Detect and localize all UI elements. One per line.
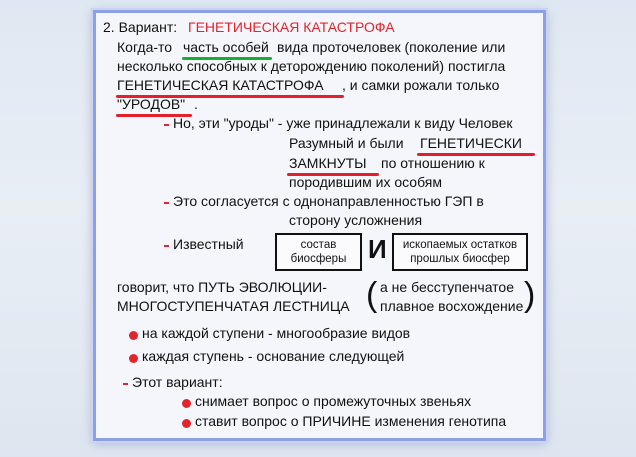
conclusion-text: говорит, что ПУТЬ ЭВОЛЮЦИИ- [117,279,327,295]
intro-text: Когда-то [117,39,173,55]
conjunction: И [368,234,387,264]
point-text: Известный [173,236,244,252]
biosphere-box [275,233,362,271]
bullet-dot [182,399,191,408]
intro-highlight: часть особей [183,39,269,55]
point-text: сторону усложнения [289,212,423,228]
alternative-text: плавное восхождение [380,298,524,314]
alternative-text: а не бесступенчатое [380,279,514,295]
conclusion-text: МНОГОСТУПЕНЧАТАЯ ЛЕСТНИЦА [117,298,350,314]
open-parenthesis: ( [366,276,378,314]
point-text: Разумный и были [289,135,404,151]
bullet-dot [182,419,191,428]
point-emphasis: ГЕНЕТИЧЕСКИ [420,135,522,151]
bullet-text: на каждой ступени - многообразие видов [142,325,411,341]
dash-marker [164,245,169,247]
variant-title: ГЕНЕТИЧЕСКАЯ КАТАСТРОФА [188,19,395,35]
box-label: ископаемых остатков [402,239,518,251]
intro-text: несколько способных к деторождению поколений) постигла [117,58,506,74]
summary-item: ставит вопрос о ПРИЧИНЕ изменения генотипа [195,413,507,429]
slide-panel [93,10,546,441]
close-parenthesis: ) [524,276,536,314]
bullet-text: каждая ступень - основание следующей [142,348,405,364]
point-text: Это согласуется с однонаправленностью ГЭП в [173,193,484,209]
dash-marker [164,124,169,126]
intro-text: вида проточеловек (поколение или [277,39,506,55]
point-emphasis: ЗАМКНУТЫ [289,155,367,171]
intro-emphasis: "УРОДОВ" [117,96,186,112]
box-label: прошлых биосфер [410,253,510,265]
dash-marker [123,383,128,385]
intro-text: . [194,96,198,112]
intro-emphasis: ГЕНЕТИЧЕСКАЯ КАТАСТРОФА [117,77,324,93]
point-text: по отношению к [381,155,485,171]
point-text: породившим их особям [289,174,442,190]
bullet-dot [129,354,138,363]
variant-number: 2. Вариант: [103,19,178,35]
box-label: состав [300,239,337,251]
fossils-box [392,233,528,271]
dash-marker [164,202,169,204]
summary-label: Этот вариант: [132,374,223,390]
point-text: Но, эти "уроды" - уже принадлежали к виду Человек [173,115,513,131]
box-label: биосферы [290,253,347,265]
bullet-dot [129,331,138,340]
summary-item: снимает вопрос о промежуточных звеньях [195,393,472,409]
intro-text: , и самки рожали только [342,77,500,93]
